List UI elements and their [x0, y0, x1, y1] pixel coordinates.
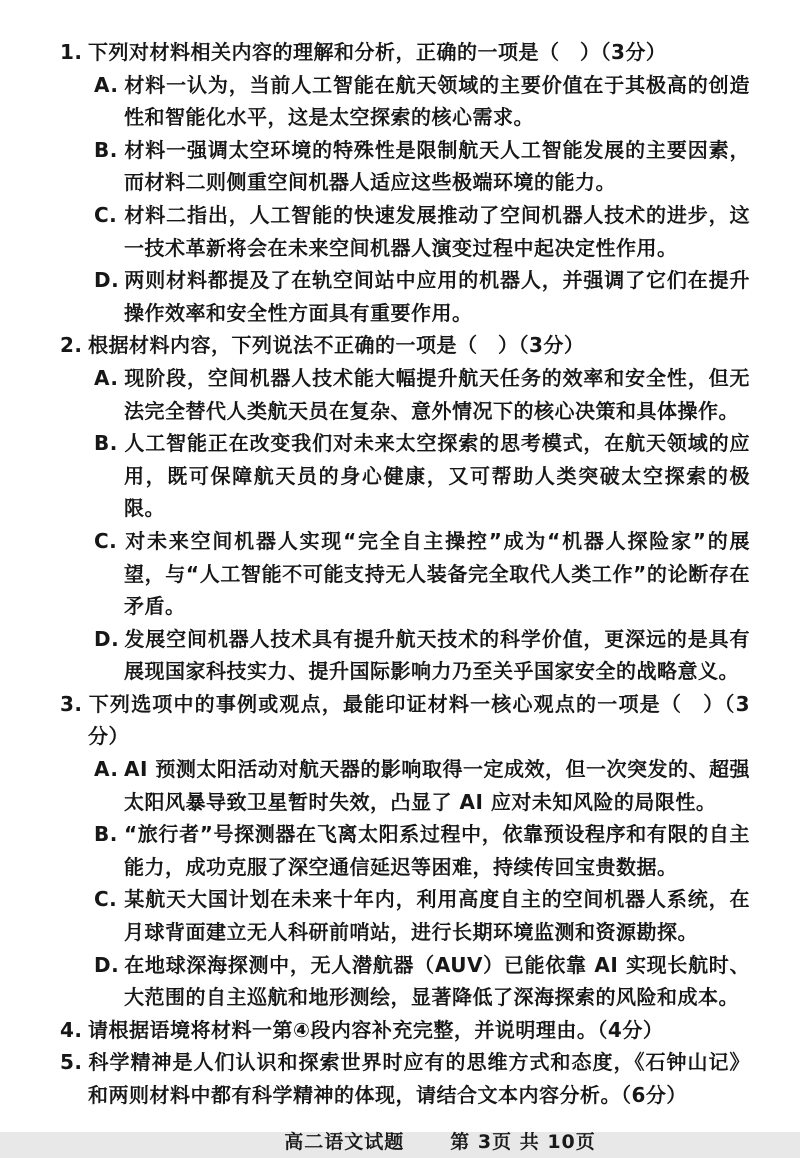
option-label: A. [94, 72, 119, 97]
question-2-option-d [94, 623, 750, 688]
option-text: 在地球深海探测中，无人潜航器（AUV）已能依靠 AI 实现长航时、大范围的自主巡航和地形测绘，显著降低了深海探索的风险和成本。 [124, 952, 750, 1010]
question-1-stem: 下列对材料相关内容的理解和分析，正确的一项是（ ）（3分） [88, 40, 667, 64]
option-text: 材料一认为，当前人工智能在航天领域的主要价值在于其极高的创造性和智能化水平，这是太空探索的核心需求。 [124, 72, 750, 130]
option-label: B. [94, 822, 118, 847]
option-label: A. [94, 365, 119, 390]
option-label: D. [94, 268, 120, 293]
option-text: 某航天大国计划在未来十年内，利用高度自主的空间机器人系统，在月球背面建立无人科研前哨站，进行长期环境监测和资源勘探。 [124, 887, 750, 945]
question-2-stem-line [60, 329, 750, 362]
question-2-option-b [94, 427, 750, 525]
footer-page-number: 第 3页 共 10页 [450, 1130, 596, 1153]
option-text: 材料二指出，人工智能的快速发展推动了空间机器人技术的进步，这一技术革新将会在未来空间机器人演变过程中起决定性作用。 [124, 202, 750, 260]
question-3-stem: 下列选项中的事例或观点，最能印证材料一核心观点的一项是（ ）（3分） [88, 691, 750, 749]
option-label: C. [94, 202, 118, 227]
option-text: 人工智能正在改变我们对未来太空探索的思考模式，在航天领域的应用，既可保障航天员的身心健康，又可帮助人类突破太空探索的极限。 [124, 431, 750, 521]
question-1-option-b [94, 134, 750, 199]
question-3-option-b [94, 818, 750, 883]
option-text: “旅行者”号探测器在飞离太阳系过程中，依靠预设程序和有限的自主能力，成功克服了深空通信延迟等困难，持续传回宝贵数据。 [124, 822, 750, 879]
question-3-option-c [94, 883, 750, 948]
option-label: D. [94, 626, 120, 651]
question-1-option-c [94, 199, 750, 264]
question-2-stem: 根据材料内容，下列说法不正确的一项是（ ）（3分） [88, 333, 585, 358]
question-3-option-d [94, 949, 750, 1014]
option-text: 材料一强调太空环境的特殊性是限制航天人工智能发展的主要因素，而材料二则侧重空间机器人适应这些极端环境的能力。 [124, 137, 750, 195]
option-label: A. [94, 757, 119, 782]
question-3-stem-line [60, 688, 750, 753]
question-5-number: 5. [60, 1050, 83, 1075]
option-text: 发展空间机器人技术具有提升航天技术的科学价值，更深远的是具有展现国家科技实力、提升国际影响力乃至关乎国家安全的战略意义。 [124, 626, 750, 684]
option-label: D. [94, 952, 120, 977]
question-5-stem: 科学精神是人们认识和探索世界时应有的思维方式和态度，《石钟山记》和两则材料中都有科学精神的体现，请结合文本内容分析。（6分） [88, 1050, 750, 1107]
question-1-stem-line [60, 36, 750, 69]
question-3 [60, 688, 750, 1014]
question-5-stem-line [60, 1046, 750, 1111]
question-2 [60, 329, 750, 688]
option-label: B. [94, 137, 118, 162]
question-5 [60, 1046, 750, 1111]
question-1-number: 1. [60, 40, 83, 64]
question-1 [60, 36, 750, 329]
question-2-option-a [94, 362, 750, 427]
question-4-stem: 请根据语境将材料一第④段内容补充完整，并说明理由。（4分） [88, 1017, 664, 1042]
question-1-option-a [94, 69, 750, 134]
option-label: C. [94, 887, 118, 912]
question-4 [60, 1014, 750, 1047]
question-4-number: 4. [60, 1017, 83, 1042]
question-4-stem-line [60, 1014, 750, 1047]
option-text: 对未来空间机器人实现“完全自主操控”成为“机器人探险家”的展望，与“人工智能不可能支持无人装备完全取代人类工作”的论断存在矛盾。 [124, 528, 750, 619]
option-label: C. [94, 528, 118, 553]
option-label: B. [94, 431, 118, 456]
question-2-option-c [94, 525, 750, 623]
option-text: AI 预测太阳活动对航天器的影响取得一定成效，但一次突发的、超强太阳风暴导致卫星暂时失效，凸显了 AI 应对未知风险的局限性。 [124, 757, 750, 814]
question-3-number: 3. [60, 691, 83, 716]
footer-exam-title: 高二语文试题 [284, 1130, 405, 1153]
question-1-option-d [94, 264, 750, 329]
page-footer [60, 1126, 750, 1158]
question-2-number: 2. [60, 333, 83, 358]
option-text: 两则材料都提及了在轨空间站中应用的机器人，并强调了它们在提升操作效率和安全性方面具有重要作用。 [124, 268, 750, 325]
option-text: 现阶段，空间机器人技术能大幅提升航天任务的效率和安全性，但无法完全替代人类航天员在复杂、意外情况下的核心决策和具体操作。 [124, 365, 750, 423]
question-3-option-a [94, 753, 750, 818]
